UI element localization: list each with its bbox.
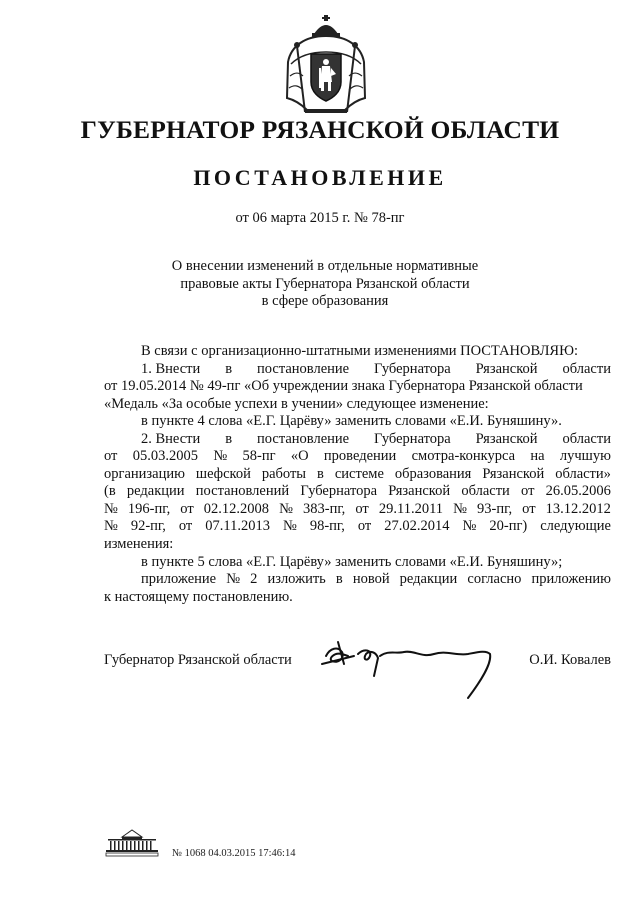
body-word: № xyxy=(279,500,293,517)
subject-line: правовые акты Губернатора Рязанской области xyxy=(180,275,470,292)
handwritten-signature-icon xyxy=(318,634,500,702)
ryazan-coat-of-arms-icon xyxy=(283,14,369,118)
body-word: 07.11.2013 xyxy=(205,518,270,535)
body-word: 58-пг xyxy=(242,448,276,465)
body-word: новой xyxy=(352,571,390,588)
body-word: Губернатора xyxy=(374,360,451,377)
body-line-justified xyxy=(104,501,611,519)
body-word: 26.05.2006 xyxy=(545,483,611,500)
body-word: 383-пг, xyxy=(303,500,346,517)
body-word: в xyxy=(225,430,233,447)
subject-line: О внесении изменений в отдельные нормативные xyxy=(171,258,479,274)
body-word: области xyxy=(562,360,611,377)
body-word: 02.12.2008 xyxy=(203,500,270,517)
body-word: организацию xyxy=(104,465,185,482)
body-line-justified xyxy=(104,518,611,536)
doc-type-title: ПОСТАНОВЛЕНИЕ xyxy=(193,165,447,190)
doc-body xyxy=(104,343,611,606)
body-word: Рязанской xyxy=(475,360,538,377)
signer-name: О.И. Ковалев xyxy=(529,652,611,668)
body-word: от xyxy=(522,500,536,517)
body-word: изложить xyxy=(267,571,326,588)
body-word: на xyxy=(530,448,545,465)
body-word: редакции xyxy=(399,571,458,588)
body-word: приложение xyxy=(141,571,217,588)
body-word: № xyxy=(283,518,297,535)
body-line-justified xyxy=(104,571,611,589)
body-word: постановлений xyxy=(195,483,290,500)
body-word: 27.02.2014 xyxy=(384,518,450,535)
body-word: (в xyxy=(104,483,116,500)
body-line: изменения: xyxy=(104,536,174,553)
body-line: в пункте 4 слова «Е.Г. Царёву» заменить словами «Е.И. Буняшину». xyxy=(141,413,562,430)
body-word: приложению xyxy=(531,571,611,588)
signer-position: Губернатор Рязанской области xyxy=(104,652,292,668)
body-word: следующие xyxy=(540,518,611,535)
body-word: постановление xyxy=(257,360,350,377)
body-word: 93-пг, xyxy=(477,500,513,517)
body-word: № xyxy=(453,500,467,517)
doc-subject xyxy=(130,258,520,311)
body-word: 2 xyxy=(250,571,258,588)
body-word: № xyxy=(462,518,477,535)
body-word: от xyxy=(104,448,118,465)
body-line-justified xyxy=(104,361,611,379)
body-word: в xyxy=(225,360,233,377)
body-word: редакции xyxy=(126,483,185,500)
body-word: проведении xyxy=(323,448,397,465)
body-line: В связи с организационно-штатными изменениями ПОСТАНОВЛЯЮ: xyxy=(141,343,579,359)
body-word: от xyxy=(178,518,193,535)
body-word: в xyxy=(335,571,343,588)
body-word: Рязанской xyxy=(475,430,538,447)
body-word: «О xyxy=(290,448,309,465)
body-word: от xyxy=(355,500,369,517)
doc-date-number: от 06 марта 2015 г. № 78-пг xyxy=(235,210,405,226)
body-word: лучшую xyxy=(559,448,611,465)
body-word: № xyxy=(226,571,241,588)
body-word: от xyxy=(357,518,372,535)
body-word: от xyxy=(521,483,535,500)
body-word: 20-пг) xyxy=(489,518,528,535)
body-word: 13.12.2012 xyxy=(545,500,611,517)
body-word: работы xyxy=(261,465,307,482)
body-line-justified xyxy=(104,466,611,484)
org-title: ГУБЕРНАТОР РЯЗАНСКОЙ ОБЛАСТИ xyxy=(80,115,560,144)
body-word: 2. Внести xyxy=(141,430,201,447)
body-word: 05.03.2005 xyxy=(132,448,198,465)
body-word: области xyxy=(562,430,611,447)
body-word: постановление xyxy=(257,430,350,447)
body-word: шефской xyxy=(195,465,251,482)
body-line-justified xyxy=(104,448,611,466)
body-line: «Медаль «За особые успехи в учении» следующее изменение: xyxy=(104,395,489,412)
body-word: Губернатора xyxy=(374,430,451,447)
body-word: 1. Внести xyxy=(141,360,201,377)
body-line-justified xyxy=(104,431,611,449)
body-word: № xyxy=(104,500,118,517)
body-line: от 19.05.2014 № 49-пг «Об учреждении знака Губернатора Рязанской области xyxy=(104,378,583,395)
body-line: к настоящему постановлению. xyxy=(104,588,293,605)
body-word: согласно xyxy=(467,571,522,588)
body-word: от xyxy=(180,500,194,517)
body-word: области xyxy=(461,483,510,500)
government-building-logo-icon xyxy=(104,827,160,857)
body-word: в xyxy=(317,465,324,482)
body-word: 196-пг, xyxy=(127,500,171,517)
body-word: 29.11.2011 xyxy=(378,500,444,517)
body-word: № xyxy=(104,518,118,535)
registration-stamp: № 1068 04.03.2015 17:46:14 xyxy=(172,848,296,859)
body-word: смотра-конкурса xyxy=(411,448,516,465)
body-word: № xyxy=(213,448,228,465)
body-word: образования xyxy=(394,465,472,482)
body-line: в пункте 5 слова «Е.Г. Царёву» заменить словами «Е.И. Буняшину»; xyxy=(141,553,563,570)
body-line-justified xyxy=(104,483,611,501)
body-word: 92-пг, xyxy=(130,518,166,535)
body-word: области» xyxy=(555,465,611,482)
body-word: системе xyxy=(334,465,384,482)
body-word: Рязанской xyxy=(482,465,545,482)
body-word: Рязанской xyxy=(388,483,451,500)
body-word: Губернатора xyxy=(300,483,378,500)
subject-line: в сфере образования xyxy=(261,293,389,309)
body-word: 98-пг, xyxy=(309,518,345,535)
